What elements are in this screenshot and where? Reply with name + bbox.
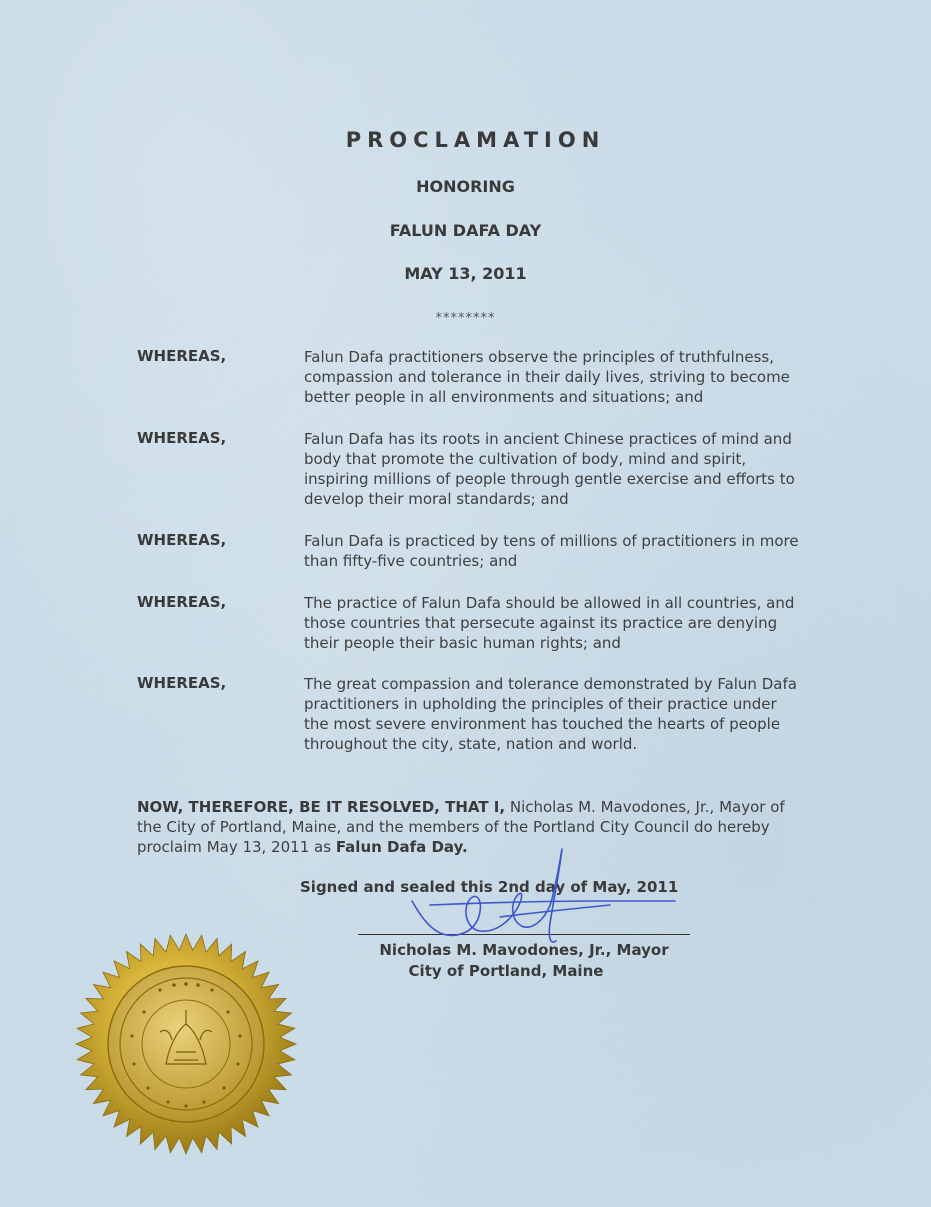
- resolution-body: Nicholas M. Mavodones, Jr., Mayor of the City of Portland, Maine, and the members of the Portland City Council do hereby proclaim May 13, 2011 as: [137, 798, 785, 856]
- subtitle-event: FALUN DAFA DAY: [389, 221, 542, 240]
- document-title: PROCLAMATION: [345, 128, 606, 152]
- city-seal-icon: [70, 932, 302, 1156]
- whereas-label: WHEREAS,: [137, 674, 227, 692]
- signed-sealed-line: Signed and sealed this 2nd day of May, 2011: [300, 878, 679, 896]
- handwritten-signature: [400, 843, 690, 953]
- whereas-text: Falun Dafa has its roots in ancient Chinese practices of mind and body that promote the cultivation of body, mind and spirit, inspiring millions of people through gentle exercise and efforts to develop their moral standards; and: [304, 430, 795, 508]
- subtitle-date: MAY 13, 2011: [404, 264, 527, 283]
- signer-city: City of Portland, Maine: [408, 962, 604, 980]
- subtitle-honoring: HONORING: [416, 177, 515, 196]
- whereas-text: The practice of Falun Dafa should be allowed in all countries, and those countries that persecute against its practice are denying their people their basic human rights; and: [304, 594, 795, 652]
- whereas-label: WHEREAS,: [137, 347, 227, 365]
- signer-name: Nicholas M. Mavodones, Jr., Mayor: [379, 941, 669, 959]
- resolution-emphasis: Falun Dafa Day.: [335, 838, 468, 856]
- separator: ********: [435, 311, 496, 326]
- whereas-text: The great compassion and tolerance demonstrated by Falun Dafa practitioners in upholding the principles of their practice under the most severe environment has touched the hearts of people throughout the city, state, nation and world.: [304, 675, 797, 753]
- resolution-lead: NOW, THEREFORE, BE IT RESOLVED, THAT I,: [137, 798, 506, 816]
- whereas-label: WHEREAS,: [137, 593, 227, 611]
- whereas-text: Falun Dafa is practiced by tens of millions of practitioners in more than fifty-five countries; and: [304, 532, 799, 570]
- whereas-label: WHEREAS,: [137, 429, 227, 447]
- whereas-text: Falun Dafa practitioners observe the principles of truthfulness, compassion and tolerance in their daily lives, striving to become better people in all environments and situations; and: [304, 348, 790, 406]
- whereas-label: WHEREAS,: [137, 531, 227, 549]
